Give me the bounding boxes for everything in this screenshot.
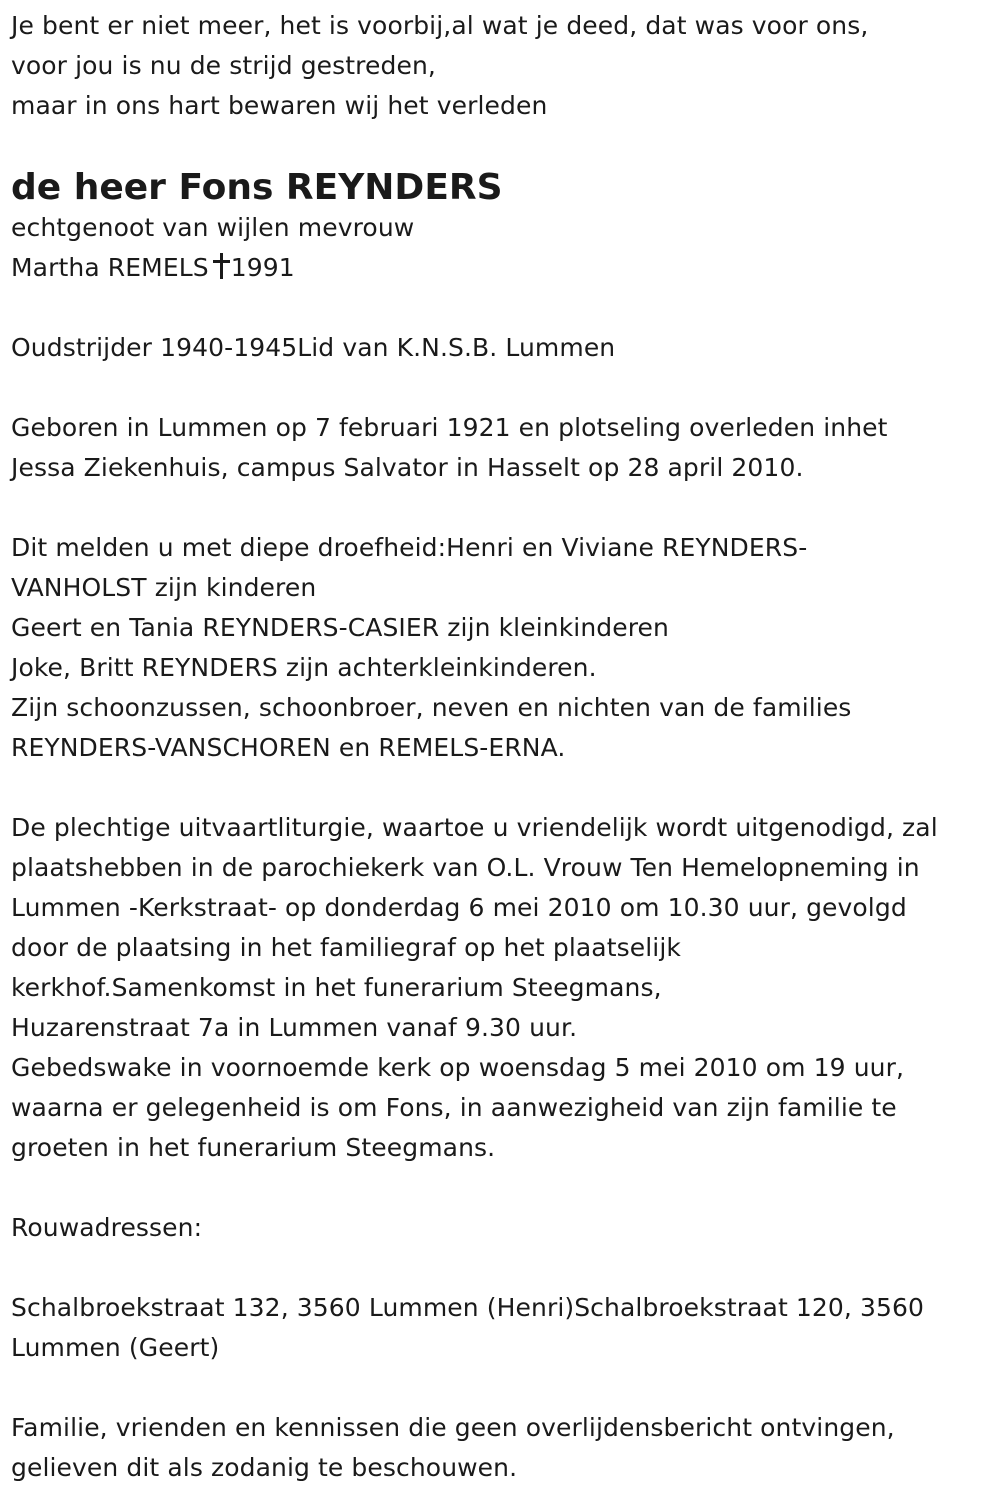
paragraph-line: REYNDERS-VANSCHOREN en REMELS-ERNA. (11, 733, 566, 762)
obituary-document (11, 6, 996, 1488)
paragraph-line: kerkhof.Samenkomst in het funerarium Steegmans, (11, 973, 662, 1002)
address-line: Schalbroekstraat 132, 3560 Lummen (Henri)Schalbroekstraat 120, 3560 (11, 1293, 925, 1322)
funeral-paragraph (11, 808, 996, 1168)
poem-line: maar in ons hart bewaren wij het verleden (11, 91, 548, 120)
spacer (11, 368, 996, 408)
spacer (11, 768, 996, 808)
closing-paragraph (11, 1408, 996, 1488)
spouse-name: Martha REMELS (11, 253, 209, 282)
birth-death-paragraph (11, 408, 996, 488)
addresses-paragraph (11, 1288, 996, 1368)
poem-line: Je bent er niet meer, het is voorbij,al wat je deed, dat was voor ons, (11, 11, 869, 40)
paragraph-line: Jessa Ziekenhuis, campus Salvator in Hasselt op 28 april 2010. (11, 453, 804, 482)
paragraph-line: Familie, vrienden en kennissen die geen overlijdensbericht ontvingen, (11, 1413, 895, 1442)
paragraph-line: gelieven dit als zodanig te beschouwen. (11, 1453, 518, 1482)
spouse-line: echtgenoot van wijlen mevrouw (11, 213, 415, 242)
paragraph-line: De plechtige uitvaartliturgie, waartoe u vriendelijk wordt uitgenodigd, zal (11, 813, 938, 842)
spacer (11, 1168, 996, 1208)
paragraph-line: VANHOLST zijn kinderen (11, 573, 317, 602)
poem (11, 6, 996, 126)
spouse-death-year: 1991 (230, 253, 295, 282)
affiliation: Oudstrijder 1940-1945Lid van K.N.S.B. Lummen (11, 333, 616, 362)
paragraph-line: Gebedswake in voornoemde kerk op woensdag 5 mei 2010 om 19 uur, (11, 1053, 905, 1082)
addresses-heading: Rouwadressen: (11, 1213, 203, 1242)
spacer (11, 1368, 996, 1408)
family-paragraph (11, 528, 996, 768)
deceased-name: de heer Fons REYNDERS (11, 167, 503, 208)
paragraph-line: Dit melden u met diepe droefheid:Henri en Viviane REYNDERS- (11, 533, 808, 562)
paragraph-line: Huzarenstraat 7a in Lummen vanaf 9.30 uur. (11, 1013, 578, 1042)
address-line: Lummen (Geert) (11, 1333, 220, 1362)
paragraph-line: door de plaatsing in het familiegraf op het plaatselijk (11, 933, 681, 962)
spacer (11, 488, 996, 528)
spacer (11, 288, 996, 328)
paragraph-line: waarna er gelegenheid is om Fons, in aanwezigheid van zijn familie te (11, 1093, 897, 1122)
paragraph-line: Geboren in Lummen op 7 februari 1921 en plotseling overleden inhet (11, 413, 888, 442)
spacer (11, 126, 996, 166)
paragraph-line: groeten in het funerarium Steegmans. (11, 1133, 496, 1162)
poem-line: voor jou is nu de strijd gestreden, (11, 51, 436, 80)
spacer (11, 1248, 996, 1288)
spouse-name-line (11, 248, 996, 288)
paragraph-line: Geert en Tania REYNDERS-CASIER zijn kleinkinderen (11, 613, 669, 642)
paragraph-line: Lummen -Kerkstraat- op donderdag 6 mei 2010 om 10.30 uur, gevolgd (11, 893, 907, 922)
paragraph-line: Zijn schoonzussen, schoonbroer, neven en nichten van de families (11, 693, 852, 722)
cross-icon (213, 253, 229, 279)
paragraph-line: Joke, Britt REYNDERS zijn achterkleinkinderen. (11, 653, 597, 682)
paragraph-line: plaatshebben in de parochiekerk van O.L. Vrouw Ten Hemelopneming in (11, 853, 920, 882)
